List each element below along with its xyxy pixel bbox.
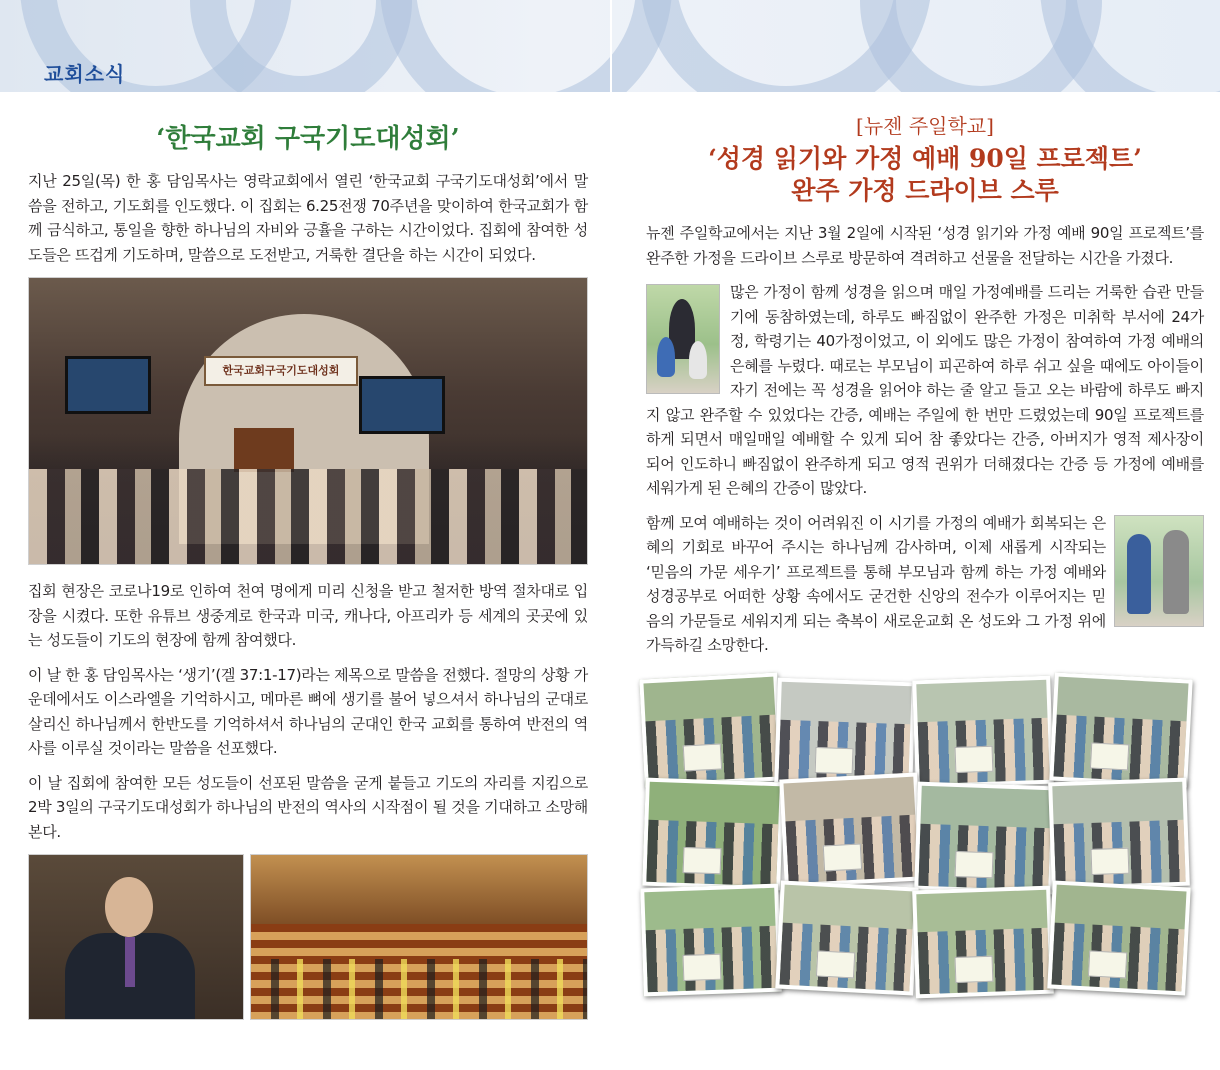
collage-photo [1049, 672, 1192, 787]
collage-photo [1048, 777, 1190, 890]
family-photo-collage [646, 676, 1204, 1016]
right-headline-line2: 완주 가정 드라이브 스루 [791, 176, 1059, 205]
left-paragraph-4: 이 날 집회에 참여한 모든 성도들이 선포된 말씀을 굳게 붙들고 기도의 자리를 지킴으로 2박 3일의 구국기도대성회가 하나님의 반전의 역사의 시작점이 될 것을 기대하고 소망해 본다. [28, 773, 588, 841]
collage-photo [775, 880, 918, 995]
pastor-preaching-photo [28, 854, 244, 1020]
photo-banner-text: 한국교회구국기도대성회 [204, 356, 358, 386]
collage-photo [912, 885, 1054, 998]
left-paragraph-2: 집회 현장은 코로나19로 인하여 천여 명에게 미리 신청을 받고 철저한 방역 절차대로 입장을 시켰다. 또한 유튜브 생중계로 한국과 미국, 캐나다, 아프리카 등 세계의 곳곳에 있는 성도들이 기도의 현장에 함께 참여했다. [28, 582, 588, 649]
right-paragraph-2: 많은 가정이 함께 성경을 읽으며 매일 가정예배를 드리는 거룩한 습관 만들기에 동참하였는데, 하루도 빠짐없이 완주한 가정은 미취학 부서에 24가정, 학령기는 40가정이었고, 이 외에도 많은 가정이 참여하여 가정 예배의 은혜를 누렸다. 때로는 부모님이 피곤하여 하루 쉬고 싶을 때에도 아이들이 자기 전에는 꼭 성경을 읽어야 하는 줄 알고 들고 오는 바람에 하루도 빠지지 않고 완주할 수 있었다는 간증, 예배는 주일에 한 번만 드렸었는데 90일 프로젝트를 하게 되면서 매일매일 예배할 수 있게 되어 참 좋았다는 간증, 아버지가 영적 제사장이 되어 인도하니 빠짐없이 완주하게 되고 영적 권위가 더해졌다는 간증 등 가정에 예배를 세워가게 된 은혜의 간증이 많았다. [646, 283, 1204, 497]
right-paragraph-1: 뉴젠 주일학교에서는 지난 3월 2일에 시작된 ‘성경 읽기와 가정 예배 90일 프로젝트’를 완주한 가정을 드라이브 스루로 방문하여 격려하고 선물을 전달하는 시간을 가졌다. [646, 224, 1204, 267]
left-headline: ‘한국교회 구국기도대성회’ [156, 124, 460, 154]
collage-photo [1047, 880, 1190, 995]
section-label: 교회소식 [44, 62, 126, 86]
congregation-hall-photo [250, 854, 588, 1020]
family-photo-2 [1114, 515, 1204, 627]
left-article [28, 92, 588, 1020]
collage-photo [640, 883, 782, 996]
left-paragraph-3: 이 날 한 홍 담임목사는 ‘생기’(겔 37:1-17)라는 제목으로 말씀을 전했다. 절망의 상황 가운데에서도 이스라엘을 기억하시고, 메마른 뼈에 생기를 불어 넣으셔서 하나님의 군대로 살리신 하나님께서 한반도를 기억하셔서 하나님의 군대인 한국 교회를 통하여 반전의 역사를 이루실 것이라는 말씀을 선포했다. [28, 665, 588, 757]
collage-photo [639, 672, 782, 787]
right-article [646, 92, 1204, 1016]
left-paragraph-1: 지난 25일(목) 한 홍 담임목사는 영락교회에서 열린 ‘한국교회 구국기도대성회’에서 말씀을 전하고, 기도회를 인도했다. 이 집회는 6.25전쟁 70주년을 맞이하여 한국교회가 함께 금식하고, 통일을 향한 하나님의 자비와 긍휼을 구하는 시간이었다. 집회에 참여한 성도들은 뜨겁게 기도하며, 말씀으로 도전받고, 거룩한 결단을 하는 시간이 되었다. [28, 172, 588, 264]
top-banner [0, 0, 1220, 92]
collage-photo [642, 777, 784, 890]
family-photo-1 [646, 284, 720, 394]
right-headline-line1: ‘성경 읽기와 가정 예배 90일 프로젝트’ [708, 144, 1142, 173]
collage-photo [912, 675, 1054, 788]
prayer-meeting-photo [28, 277, 588, 565]
right-headline [646, 143, 1204, 207]
collage-photo [779, 772, 922, 887]
right-paragraph-3: 함께 모여 예배하는 것이 어려워진 이 시기를 가정의 예배가 회복되는 은혜의 기회로 바꾸어 주시는 하나님께 감사하며, 이제 새롭게 시작되는 ‘믿음의 가문 세우기’ 프로젝트를 통해 부모님과 함께 하는 가정 예배와 성경공부로 어떠한 상황 속에서도 굳건한 신앙의 전수가 이루어지는 믿음의 가문들로 세워지게 되는 축복이 새로운교회 온 성도와 그 가정 위에 가득하길 소망한다. [646, 513, 1106, 654]
right-kicker: [뉴젠 주일학교] [856, 114, 994, 138]
collage-photo [914, 781, 1056, 894]
